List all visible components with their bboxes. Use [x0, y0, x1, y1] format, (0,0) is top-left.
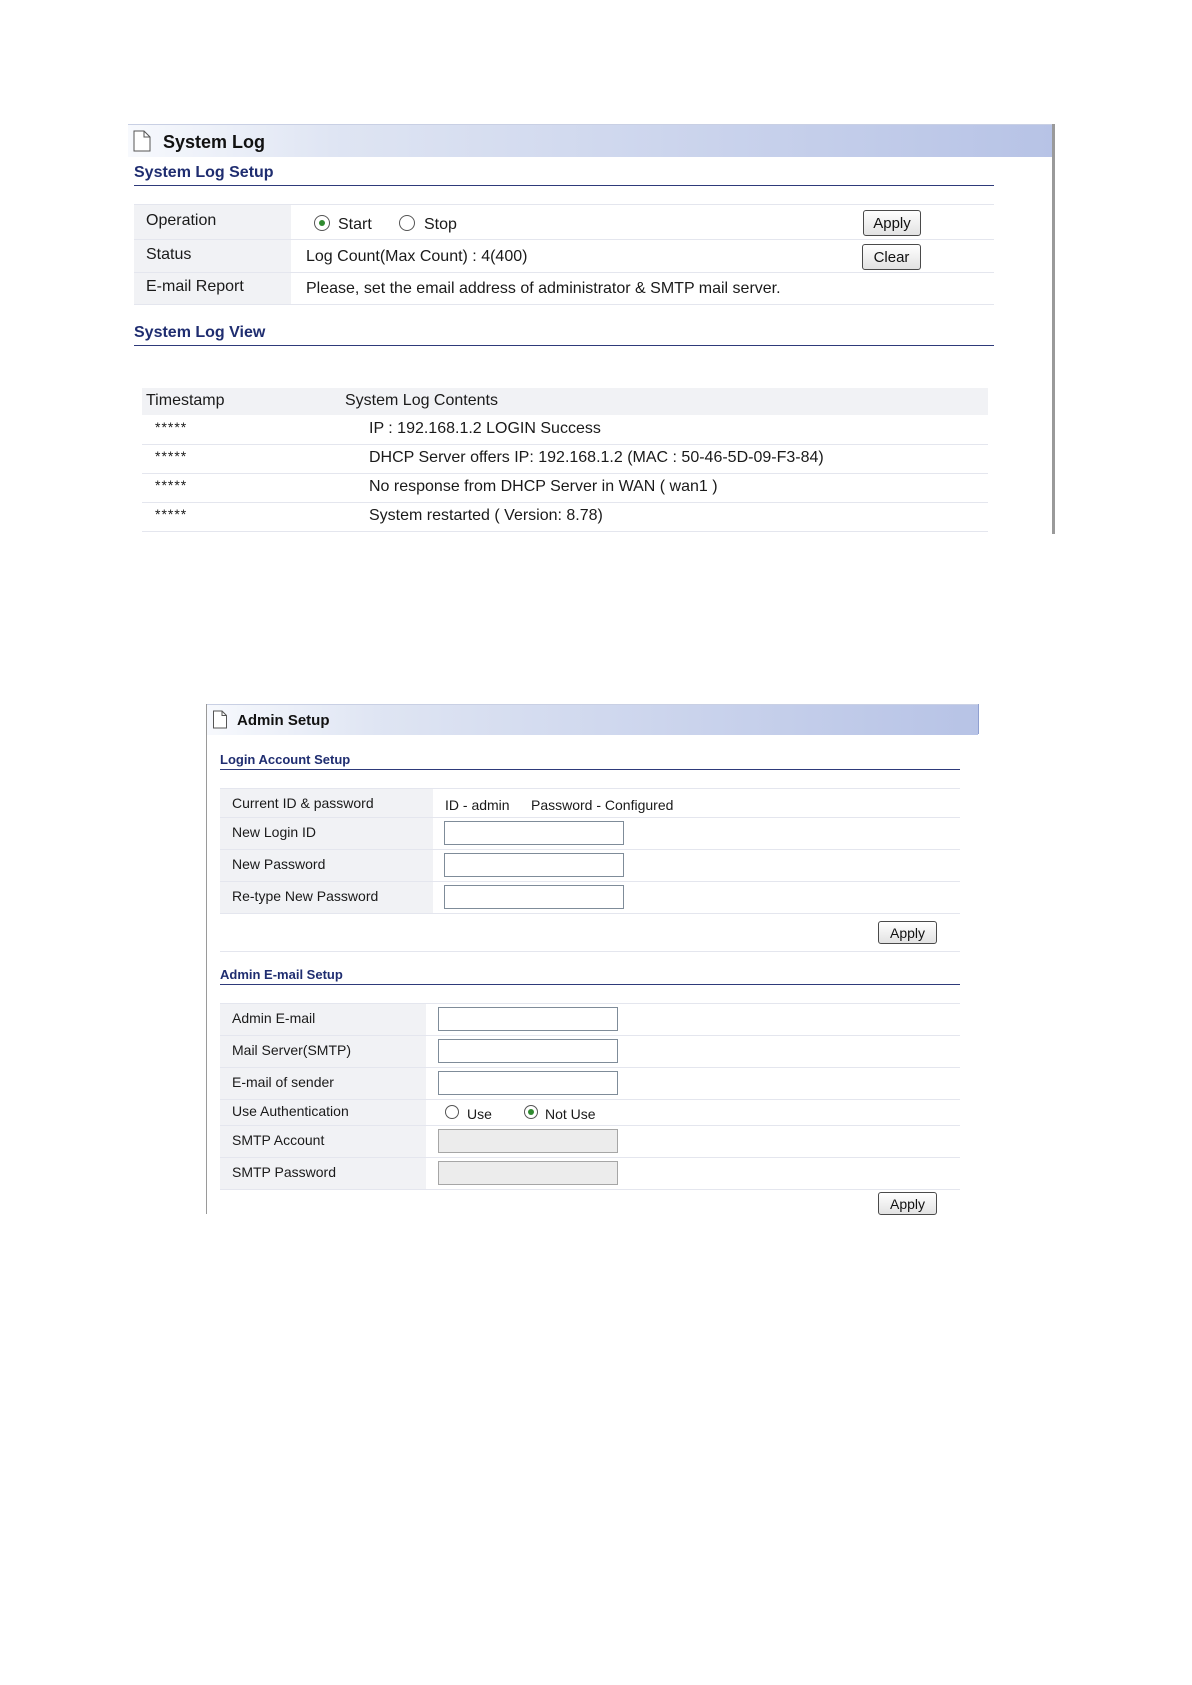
log-table-header	[142, 388, 988, 415]
new-password-input[interactable]	[444, 853, 624, 877]
smtp-password-input[interactable]	[438, 1161, 618, 1185]
row-divider	[134, 304, 994, 305]
table-row	[142, 415, 988, 445]
table-row	[142, 444, 988, 474]
section-title-system-log-view: System Log View	[134, 324, 994, 346]
auth-not-use-radio[interactable]	[524, 1105, 538, 1119]
row-content: IP : 192.168.1.2 LOGIN Success	[369, 420, 601, 437]
email-report-value: Please, set the email address of administrator & SMTP mail server.	[306, 280, 781, 297]
email-apply-button[interactable]: Apply	[878, 1192, 937, 1215]
current-id-value: ID - admin	[445, 797, 510, 813]
apply-button[interactable]: Apply	[863, 210, 921, 236]
system-log-header	[128, 124, 1052, 157]
new-login-id-input[interactable]	[444, 821, 624, 845]
section-title-system-log-setup: System Log Setup	[134, 164, 994, 186]
column-header-timestamp: Timestamp	[146, 392, 225, 409]
column-header-contents: System Log Contents	[345, 392, 498, 409]
system-log-panel	[128, 124, 1057, 534]
row-divider	[220, 951, 960, 952]
row-divider	[220, 1189, 960, 1190]
auth-use-label: Use	[467, 1106, 492, 1122]
row-content: No response from DHCP Server in WAN ( wan1 )	[369, 478, 718, 495]
auth-use-radio[interactable]	[445, 1105, 459, 1119]
smtp-password-label: SMTP Password	[232, 1164, 336, 1180]
status-label: Status	[146, 246, 192, 263]
clear-button[interactable]: Clear	[862, 244, 921, 270]
page-title: Admin Setup	[237, 712, 330, 729]
mail-server-input[interactable]	[438, 1039, 618, 1063]
row-timestamp: *****	[155, 448, 188, 464]
smtp-account-label: SMTP Account	[232, 1132, 325, 1148]
admin-setup-header	[206, 704, 978, 735]
smtp-account-input[interactable]	[438, 1129, 618, 1153]
email-report-label: E-mail Report	[146, 278, 244, 295]
operation-start-radio[interactable]	[314, 215, 330, 231]
row-timestamp: *****	[155, 477, 188, 493]
row-content: System restarted ( Version: 8.78)	[369, 507, 603, 524]
current-credentials-label: Current ID & password	[232, 795, 374, 811]
document-icon	[132, 130, 152, 152]
row-content: DHCP Server offers IP: 192.168.1.2 (MAC : 50-46-5D-09-F3-84)	[369, 449, 824, 466]
operation-stop-label: Stop	[424, 216, 457, 233]
section-title-admin-email-setup: Admin E-mail Setup	[220, 967, 960, 985]
table-row	[142, 473, 988, 503]
admin-email-input[interactable]	[438, 1007, 618, 1031]
panel-border	[978, 704, 979, 734]
new-password-label: New Password	[232, 856, 326, 872]
login-apply-button[interactable]: Apply	[878, 921, 937, 944]
retype-password-label: Re-type New Password	[232, 888, 379, 904]
current-password-value: Password - Configured	[531, 797, 674, 813]
new-login-id-label: New Login ID	[232, 824, 317, 840]
row-divider	[220, 913, 960, 914]
panel-border	[1052, 124, 1055, 534]
table-row	[142, 502, 988, 532]
auth-not-use-label: Not Use	[545, 1106, 596, 1122]
panel-border	[206, 704, 207, 1214]
sender-email-label: E-mail of sender	[232, 1074, 334, 1090]
admin-setup-panel	[206, 704, 981, 1214]
operation-label: Operation	[146, 212, 217, 229]
retype-password-input[interactable]	[444, 885, 624, 909]
document-icon	[212, 710, 228, 729]
operation-stop-radio[interactable]	[399, 215, 415, 231]
sender-email-input[interactable]	[438, 1071, 618, 1095]
row-timestamp: *****	[155, 506, 188, 522]
status-value: Log Count(Max Count) : 4(400)	[306, 248, 528, 265]
row-timestamp: *****	[155, 419, 188, 435]
use-auth-label: Use Authentication	[232, 1103, 349, 1119]
mail-server-label: Mail Server(SMTP)	[232, 1042, 352, 1058]
page-title: System Log	[163, 132, 266, 152]
section-title-login-account-setup: Login Account Setup	[220, 752, 960, 770]
admin-email-label: Admin E-mail	[232, 1010, 316, 1026]
operation-start-label: Start	[338, 216, 372, 233]
